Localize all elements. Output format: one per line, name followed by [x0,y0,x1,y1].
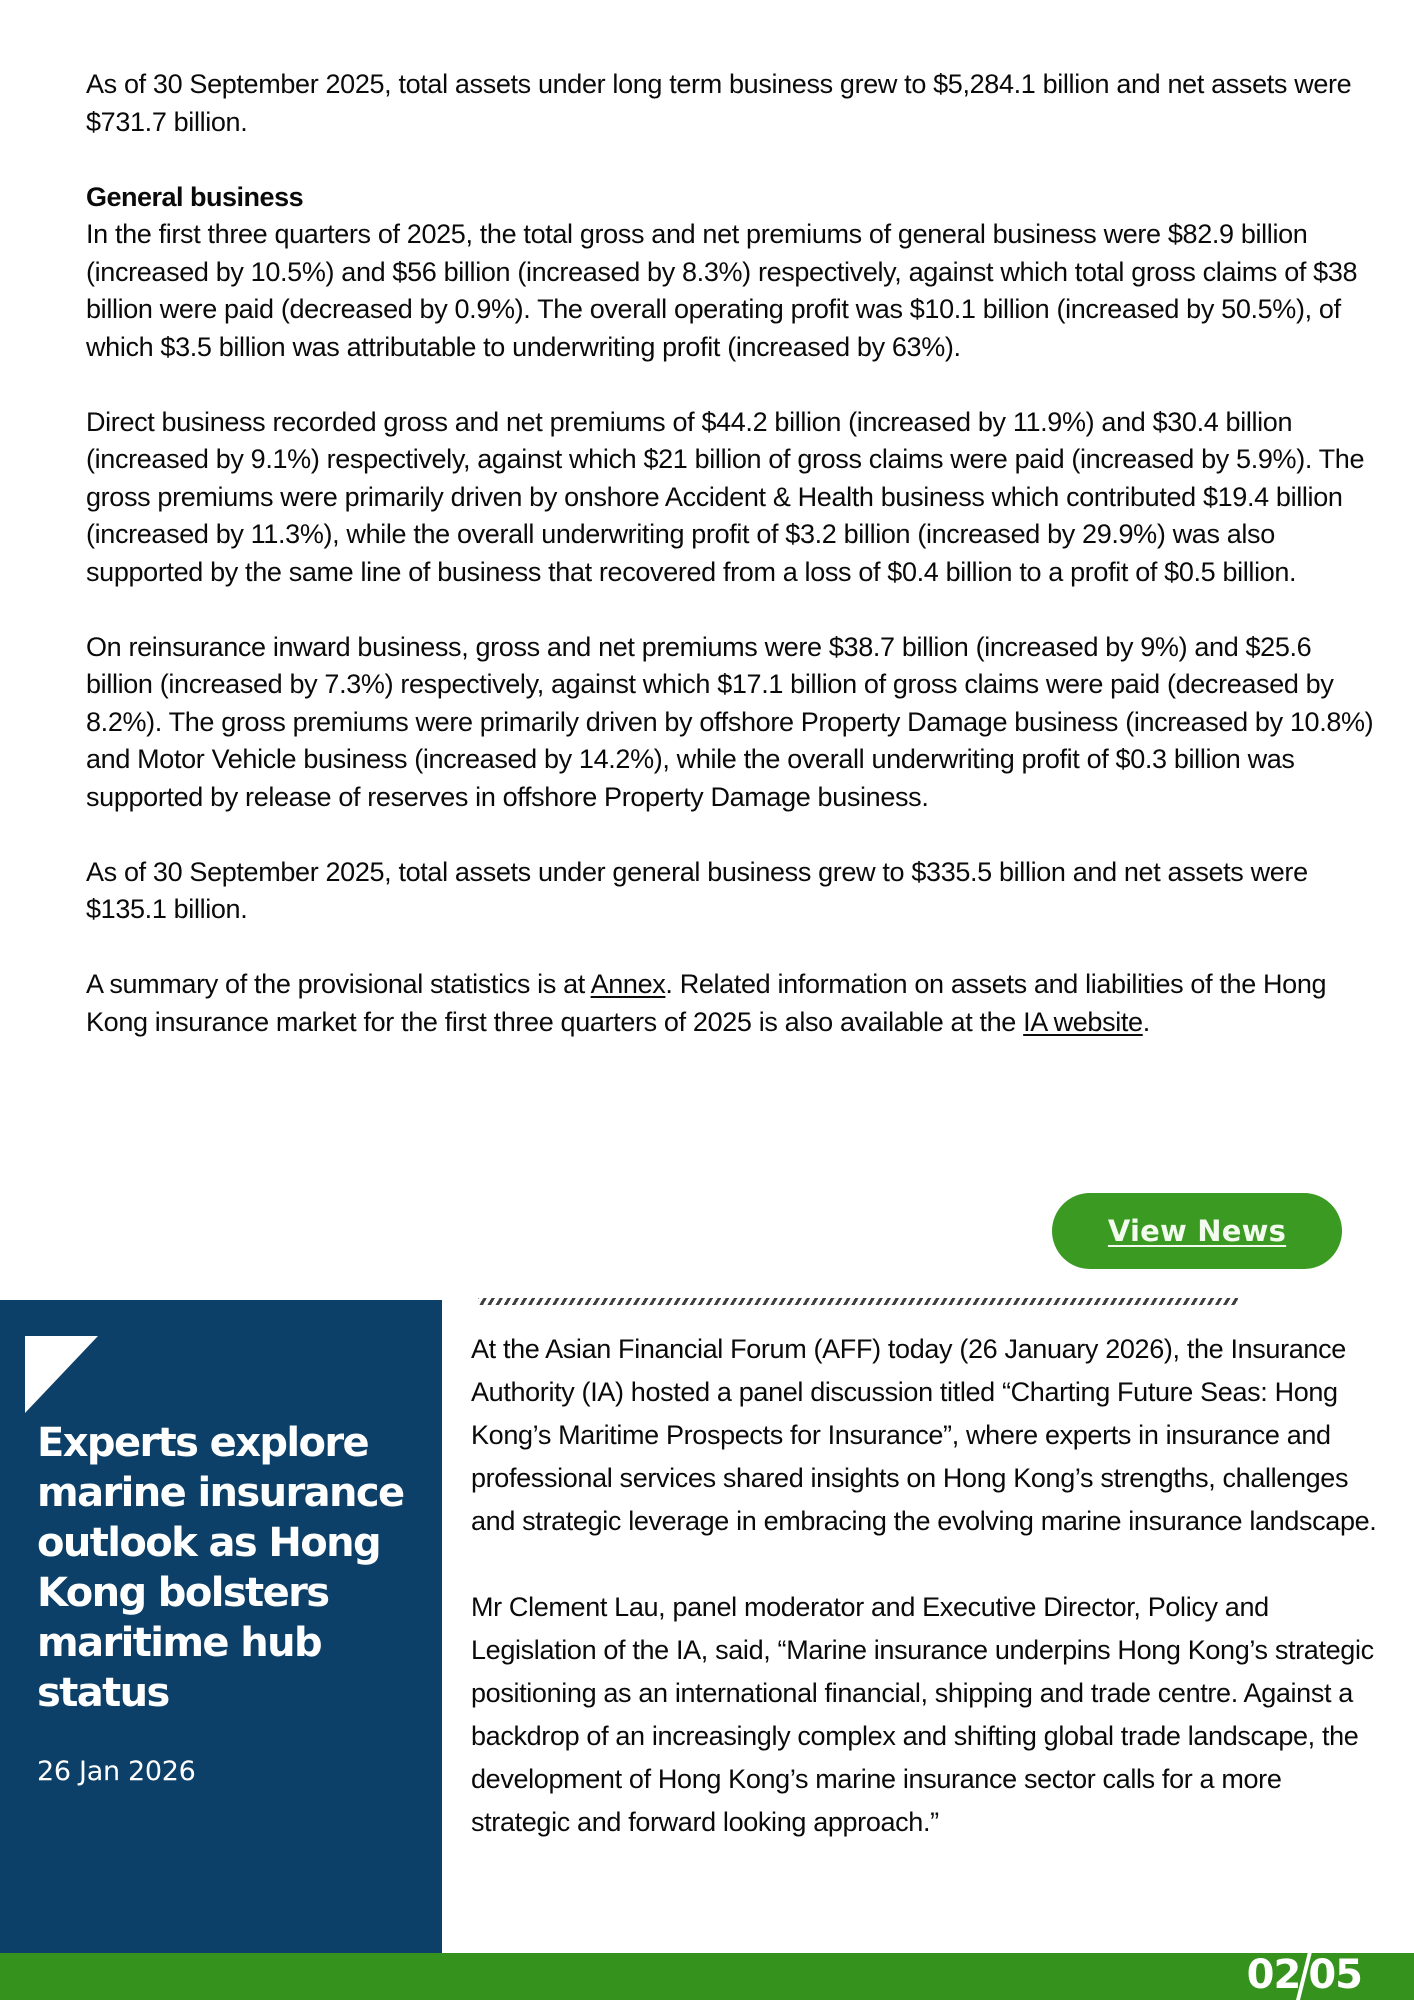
view-news-button[interactable] [1052,1193,1342,1269]
news-paragraph: At the Asian Financial Forum (AFF) today (26 January 2026), the Insurance Authority (IA) hosted a panel discussion titled “Charting Future Seas: Hong Kong’s Maritime Prospects for Insurance”, where experts in insurance and professional services shared insights on Hong Kong’s strengths, challenges and strategic leverage in embracing the evolving marine insurance landscape. [471,1334,1377,1536]
corner-triangle-icon [25,1336,98,1413]
general-business-heading: General business [86,181,304,212]
statistics-section [86,66,1376,1041]
reinsurance-paragraph: On reinsurance inward business, gross and net premiums were $38.7 billion (increased by 9%) and $25.6 billion (increased by 7.3%) respectively, against which $17.1 billion of gross claims were paid (decreased by 8.2%). The gross premiums were primarily driven by offshore Property Damage business (increased by 10.8%) and Motor Vehicle business (increased by 14.2%), while the overall underwriting profit of $0.3 billion was supported by release of reserves in offshore Property Damage business. [86,631,1374,812]
general-business-overview-paragraph: In the first three quarters of 2025, the total gross and net premiums of general business were $82.9 billion (increased by 10.5%) and $56 billion (increased by 8.3%) respectively, against which total gross claims of $38 billion were paid (decreased by 0.9%). The overall operating profit was $10.1 billion (increased by 50.5%), of which $3.5 billion was attributable to underwriting profit (increased by 63%). [86,219,1358,362]
current-page: 02 [1246,1952,1301,1998]
summary-paragraph [86,966,1376,1041]
summary-text-end: . [1142,1006,1150,1037]
annex-link[interactable]: Annex [590,969,666,999]
long-term-assets-paragraph: As of 30 September 2025, total assets under long term business grew to $5,284.1 billion and net assets were $731.7 billion. [86,69,1352,137]
dashed-divider [478,1298,1238,1305]
summary-text-1: A summary of the provisional statistics is at [86,969,591,999]
news-body [471,1328,1381,1887]
news-headline: Experts explore marine insurance outlook as Hong Kong bolsters maritime hub status [37,1420,404,1716]
general-business-assets-paragraph: As of 30 September 2025, total assets under general business grew to $335.5 billion and net assets were $135.1 billion. [86,856,1308,924]
summary-text-2: . Related information on assets and liabilities of the Hong Kong insurance market for the first three quarters of 2025 is also available at the [86,969,1327,1037]
footer-bar [0,1953,1414,2000]
total-pages: 05 [1308,1952,1362,1998]
news-date: 26 Jan 2026 [37,1756,196,1787]
view-news-label: View News [1107,1214,1287,1248]
page-indicator [1247,1951,1362,2000]
ia-website-link[interactable]: IA website [1023,1006,1143,1037]
direct-business-paragraph: Direct business recorded gross and net premiums of $44.2 billion (increased by 11.9%) and $30.4 billion (increased by 9.1%) respectively, against which $21 billion of gross claims were paid (increased by 5.9%). The gross premiums were primarily driven by onshore Accident & Health business which contributed $19.4 billion (increased by 11.3%), while the overall underwriting profit of $3.2 billion (increased by 29.9%) was also supported by the same line of business that recovered from a loss of $0.4 billion to a profit of $0.5 billion. [86,406,1365,587]
news-paragraph: Mr Clement Lau, panel moderator and Executive Director, Policy and Legislation of the IA, said, “Marine insurance underpins Hong Kong’s strategic positioning as an international financial, shipping and trade centre. Against a backdrop of an increasingly complex and shifting global trade landscape, the development of Hong Kong’s marine insurance sector calls for a more strategic and forward looking approach.” [471,1592,1374,1837]
